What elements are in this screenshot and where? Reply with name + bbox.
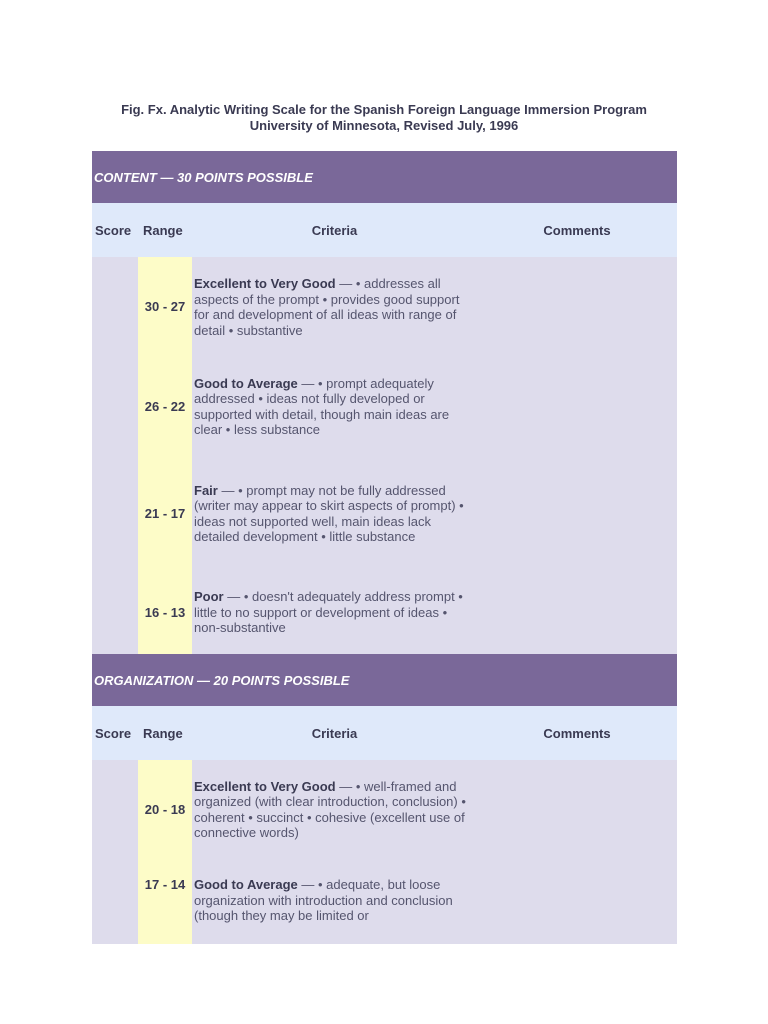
score-cell[interactable] — [92, 257, 138, 357]
column-header-row — [92, 706, 677, 760]
level-label: Excellent to Very Good — [194, 778, 336, 794]
comments-cell[interactable] — [477, 571, 677, 654]
criteria-text: — • prompt adequately addressed • ideas not fully developed or supported with detail, though main ideas are clear • less substance — [194, 375, 450, 437]
section-header-organization — [92, 654, 677, 706]
header-criteria: Criteria — [192, 203, 477, 257]
section-title: CONTENT — 30 POINTS POSSIBLE — [92, 151, 677, 203]
range-cell: 26 - 22 — [138, 357, 192, 456]
criteria-cell — [192, 571, 477, 654]
score-cell[interactable] — [92, 571, 138, 654]
header-score: Score — [92, 203, 138, 257]
level-label: Good to Average — [194, 877, 298, 892]
table-row — [92, 571, 677, 654]
document-title — [0, 102, 768, 134]
table-row — [92, 357, 677, 456]
criteria-text: — • addresses all aspects of the prompt • provides good support for and development of all ideas with range of detail • substantive — [194, 276, 460, 338]
comments-cell[interactable] — [477, 859, 677, 944]
criteria-cell — [192, 859, 477, 944]
title-line-2: University of Minnesota, Revised July, 1996 — [249, 118, 519, 133]
section-title: ORGANIZATION — 20 POINTS POSSIBLE — [92, 654, 677, 706]
score-cell[interactable] — [92, 456, 138, 571]
header-score: Score — [92, 706, 138, 760]
comments-cell[interactable] — [477, 456, 677, 571]
comments-cell[interactable] — [477, 257, 677, 357]
header-criteria: Criteria — [192, 706, 477, 760]
criteria-cell — [192, 257, 477, 357]
table-row — [92, 760, 677, 859]
header-range: Range — [138, 203, 192, 257]
header-comments: Comments — [477, 203, 677, 257]
criteria-text: — • doesn't adequately address prompt • little to no support or development of ideas • non-substantive — [194, 589, 463, 636]
table-row — [92, 456, 677, 571]
score-cell[interactable] — [92, 357, 138, 456]
table-row — [92, 859, 677, 944]
title-line-1: Fig. Fx. Analytic Writing Scale for the Spanish Foreign Language Immersion Program — [121, 102, 647, 117]
level-label: Fair — [194, 482, 218, 498]
level-label: Good to Average — [194, 375, 298, 391]
criteria-cell — [192, 456, 477, 571]
criteria-cell — [192, 357, 477, 456]
criteria-text: — • well-framed and organized (with clear introduction, conclusion) • coherent • succinct • cohesive (excellent use of connective words) — [194, 778, 466, 840]
range-cell: 16 - 13 — [138, 571, 192, 654]
level-label: Poor — [194, 589, 224, 605]
table-row — [92, 257, 677, 357]
comments-cell[interactable] — [477, 760, 677, 859]
range-cell: 21 - 17 — [138, 456, 192, 571]
score-cell[interactable] — [92, 859, 138, 944]
criteria-cell — [192, 760, 477, 859]
level-label: Excellent to Very Good — [194, 276, 336, 291]
criteria-text: — • prompt may not be fully addressed (writer may appear to skirt aspects of prompt) • ideas not supported well, main ideas lack detailed development • little substance — [194, 482, 464, 544]
writing-scale-table — [92, 151, 677, 944]
header-comments: Comments — [477, 706, 677, 760]
criteria-text: — • adequate, but loose organization with introduction and conclusion (though they may be limited or — [194, 877, 453, 923]
score-cell[interactable] — [92, 760, 138, 859]
column-header-row — [92, 203, 677, 257]
range-cell: 20 - 18 — [138, 760, 192, 859]
range-cell: 30 - 27 — [138, 257, 192, 357]
range-cell: 17 - 14 — [138, 859, 192, 944]
comments-cell[interactable] — [477, 357, 677, 456]
section-header-content — [92, 151, 677, 203]
header-range: Range — [138, 706, 192, 760]
